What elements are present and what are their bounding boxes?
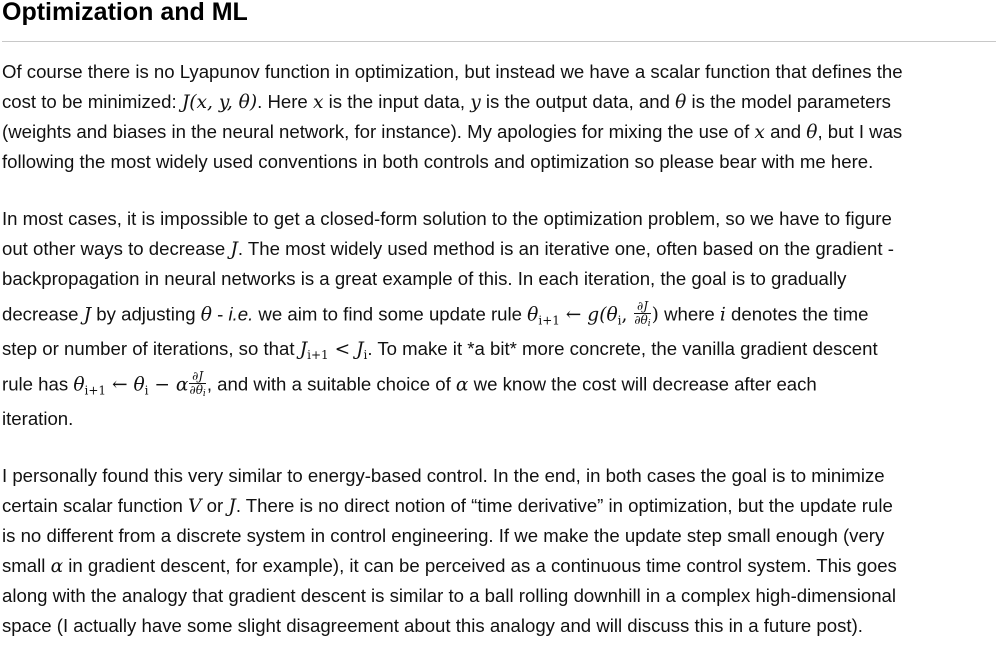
fraction-denominator [634, 314, 650, 331]
p1-line-1: Of course there is no Lyapunov function in optimization, but instead we have a scalar function that defines the [2, 61, 903, 82]
math-J: J [228, 496, 236, 517]
math-alpha: α [50, 556, 64, 577]
p2-line-7: iteration. [2, 408, 74, 429]
math-comma: , [621, 304, 634, 326]
fraction-denominator [189, 384, 205, 401]
fraction-numerator: ∂J [634, 300, 650, 314]
text: . Here [257, 91, 313, 112]
section-heading: Optimization and ML [2, 0, 248, 26]
text: in gradient descent, for example), it can be perceived as a continuous time control system. This goes [63, 555, 897, 576]
text: we know the cost will decrease after each [468, 373, 817, 395]
math-subscript: i [144, 383, 149, 398]
math-y: y [470, 92, 481, 113]
math-subscript: i+1 [84, 383, 107, 398]
math-subscript: i+1 [538, 313, 560, 328]
p3-line-4 [2, 554, 897, 579]
math-paren: ) [651, 304, 659, 326]
text: . The most widely used method is an iterative one, often based on the gradient - [237, 238, 894, 259]
p3-line-5: along with the analogy that gradient descent is similar to a ball rolling downhill in a complex high-dimensional [2, 585, 897, 606]
math-arrow: ← [559, 304, 588, 326]
heading-divider [2, 41, 996, 42]
text: rule has [2, 373, 74, 395]
text: and [764, 121, 807, 142]
math-arrow: ← [106, 374, 134, 396]
p2-line-6 [2, 370, 817, 402]
fraction-den-text: ∂θ [189, 383, 203, 397]
text: decrease [2, 303, 84, 325]
text: . There is no direct notion of “time derivative” in optimization, but the update rule [235, 495, 893, 516]
text: - [211, 303, 229, 325]
math-J: J [230, 239, 238, 260]
p2-line-4 [2, 300, 869, 332]
text: is the model parameters [686, 91, 891, 112]
p3-line-1: I personally found this very similar to energy-based control. In the end, in both cases the goal is to minimize [2, 465, 885, 486]
text: is the input data, [323, 91, 471, 112]
fraction-den-sub: i [647, 319, 651, 329]
math-subscript: i+1 [307, 348, 329, 362]
math-alpha: α [455, 374, 469, 396]
math-V: V [188, 496, 202, 517]
p1-line-4: following the most widely used conventions in both controls and optimization so please bear with me here. [2, 151, 874, 172]
math-J: J [299, 339, 308, 360]
p3-line-6: space (I actually have some slight disagreement about this analogy and will discuss this in a future post). [2, 615, 863, 636]
text: . To make it *a bit* more concrete, the vanilla gradient descent [367, 338, 878, 359]
p1-line-3 [2, 120, 902, 145]
math-theta: θ [200, 304, 212, 326]
p3-line-2 [2, 494, 893, 519]
math-x: x [754, 122, 765, 143]
text-italic: i.e. [228, 303, 254, 325]
fraction-numerator: ∂J [189, 370, 205, 384]
text: certain scalar function [2, 495, 189, 516]
text: , and with a suitable choice of [206, 373, 456, 395]
text: (weights and biases in the neural network, for instance). My apologies for mixing the use of [2, 121, 755, 142]
math-g: g(θ [587, 304, 618, 326]
math-theta: θ [527, 304, 539, 326]
text: cost to be minimized: [2, 91, 182, 112]
math-theta: θ [73, 374, 85, 396]
p3-line-3: is no different from a discrete system in control engineering. If we make the update step small enough (very [2, 525, 885, 546]
math-i: i [719, 304, 726, 326]
text: where [658, 303, 720, 325]
text: denotes the time [725, 303, 869, 325]
text: , but I was [817, 121, 903, 142]
math-fraction [634, 300, 650, 331]
text: small [2, 555, 51, 576]
text: step or number of iterations, so that [2, 338, 300, 359]
text: or [201, 495, 229, 516]
math-fraction [189, 370, 205, 401]
math-minus: − [148, 374, 176, 396]
text: out other ways to decrease [2, 238, 231, 259]
p2-line-5 [2, 337, 878, 367]
math-cost: J(x, y, θ) [181, 92, 258, 113]
math-J: J [356, 339, 364, 360]
text: we aim to find some update rule [253, 303, 528, 325]
math-x: x [312, 92, 324, 113]
fraction-den-sub: i [202, 389, 206, 399]
math-alpha: α [175, 374, 189, 396]
text: by adjusting [91, 303, 201, 325]
p2-line-2 [2, 237, 894, 262]
math-J: J [83, 304, 92, 326]
p1-line-2 [2, 90, 891, 115]
p2-line-3: backpropagation in neural networks is a great example of this. In each iteration, the goal is to gradually [2, 268, 847, 289]
p2-line-1: In most cases, it is impossible to get a closed-form solution to the optimization problem, so we have to figure [2, 208, 892, 229]
math-subscript: i [363, 348, 368, 362]
text: is the output data, and [480, 91, 676, 112]
math-lt: < [328, 339, 357, 360]
math-theta: θ [806, 122, 818, 143]
math-subscript: i [617, 313, 622, 328]
math-theta: θ [133, 374, 145, 396]
fraction-den-text: ∂θ [634, 313, 648, 327]
math-theta: θ [675, 92, 687, 113]
